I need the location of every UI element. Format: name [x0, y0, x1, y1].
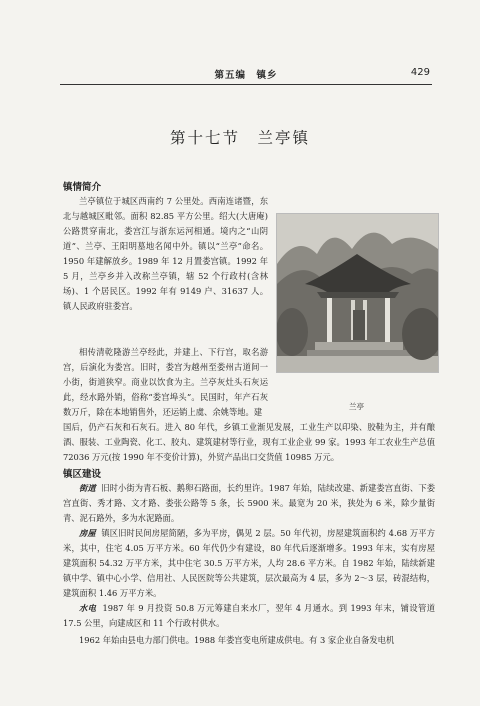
paragraph-water-power — [63, 601, 435, 631]
chapter-title: 第五编 镇乡 — [214, 70, 278, 81]
paragraph-electricity — [63, 633, 435, 648]
section-title: 第十七节 兰亭镇 — [169, 129, 310, 147]
running-header — [60, 66, 432, 85]
paragraph-text: 镇区旧时民间房屋简陋，多为平房，偶见 2 层。50 年代初，房屋建筑面积约 4.68 万平方米，其中，住宅 4.05 万平方米。60 年代仍少有建设，80 年代后逐渐增多。1993 年末，实有房屋建筑面积 54.32 万平方米，其中住宅 30.5 万平方米，人均 28.6 平方米。自 1982 年始，陆续新建镇中学、镇中心小学、信用社、人民医院等公共建筑，层次最高为 4 层，多为 2～3 层，砖混结构，建筑面积 1.46 万平方米。 — [63, 528, 435, 598]
paragraph-lead: 水电 — [79, 603, 97, 613]
intro-paragraph-2-continued: 国后，仍产石灰和石灰石。进入 80 年代，乡镇工业渐见发展，工业生产以印染、胶鞋为主，并有酿酒、服装、工业陶瓷、化工、胶丸、建筑建材等行业，现有工业企业 99 家。1993 年工农业生产总值 72036 万元(按 1990 年不变价计算)，外贸产品出口交货值 10985 万元。 — [63, 422, 435, 462]
paragraph-text: 1987 年 9 月投资 50.8 万元筹建自来水厂，翌年 4 月通水。到 1993 年末，铺设管道 17.5 公里，向建成区和 11 个行政村供水。 — [63, 603, 435, 628]
paragraph-text: 1962 年始由县电力部门供电。1988 年娄宫变电所建成供电。有 3 家企业自备发电机 — [79, 635, 395, 645]
intro-paragraph-2: 相传清乾隆游兰亭经此，并建上、下行宫，取名游宫，后演化为娄宫。旧时，娄宫为越州至娄州古道间一小街，街道狭窄。商业以饮食为主。兰亭灰灶头石灰运此，经水路外销，俗称“娄宫埠头”。民国时，年产石灰数万斤，除在本地销售外，还运销上虞、余姚等地。建 — [63, 347, 268, 417]
paragraph-lead: 街道 — [79, 483, 96, 493]
intro-paragraph-1: 兰亭镇位于城区西南约 7 公里处。西南连诸暨，东北与越城区毗邻。面积 82.85 平方公里。绍大(大唐庵)公路贯穿南北，娄宫江与浙东运河相通。境内之“山阴道”、兰亭、王阳明墓地名闻中外。镇以“兰亭”命名。1950 年建解放乡。1989 年 12 月置娄宫镇。1992 年 5 月，兰亭乡并入改称兰亭镇，辖 52 个行政村(含林场)、1 个居民区。1992 年有 9149 户、31637 人。镇人民政府驻娄宫。 — [63, 196, 268, 311]
lanting-pavilion-photo — [276, 213, 439, 373]
paragraph-streets — [63, 481, 435, 526]
paragraph-lead: 房屋 — [79, 528, 96, 538]
construction-heading: 镇区建设 — [63, 469, 102, 480]
paragraph-housing — [63, 526, 435, 601]
pavilion-image — [277, 214, 438, 372]
photo-caption: 兰亭 — [349, 402, 364, 411]
page-number: 429 — [410, 67, 430, 78]
intro-heading: 镇情简介 — [63, 182, 102, 193]
paragraph-text: 旧时小街为青石板、鹅卵石路面，长约里许。1987 年始，陆续改建、新建娄宫直街、下娄宫直街、秀才路、文才路、娄张公路等 5 条，长 5900 米。最宽为 20 米，狭处为 6 米，除少量街青、泥石路外，多为水泥路面。 — [63, 483, 435, 523]
